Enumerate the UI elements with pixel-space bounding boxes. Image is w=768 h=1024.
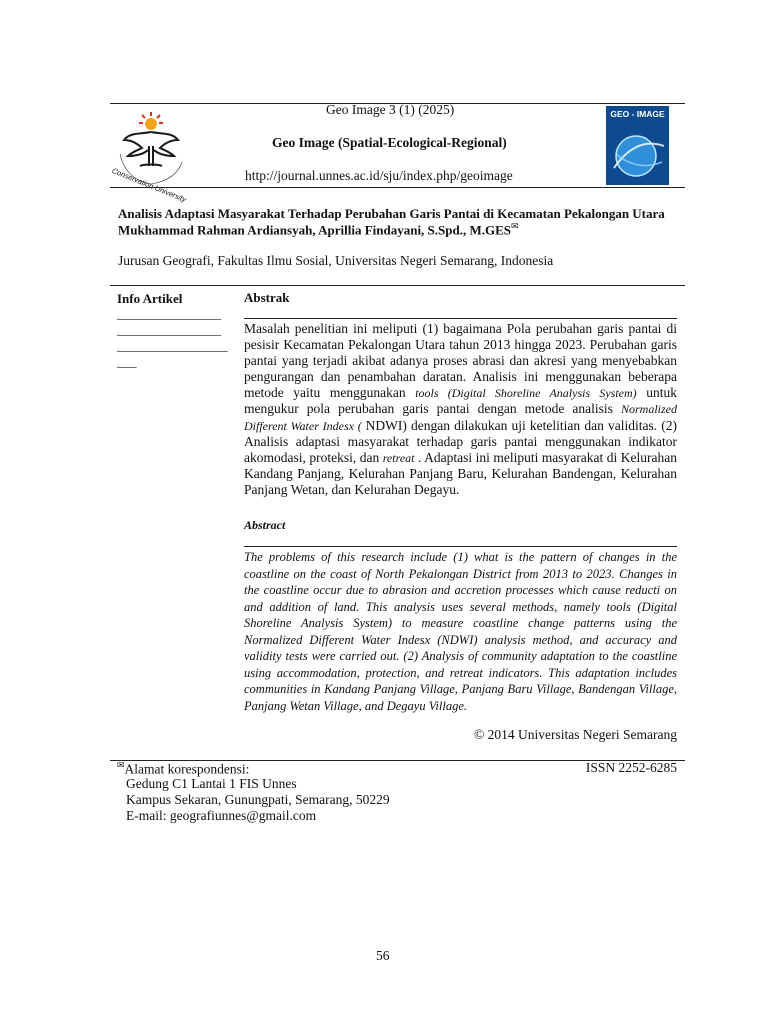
abstract-heading: Abstract: [244, 518, 286, 532]
cover-title: GEO - IMAGE: [610, 109, 665, 119]
tree-emblem-icon: [124, 132, 178, 166]
article-affiliation: Jurusan Geografi, Fakultas Ilmu Sosial, Universitas Negeri Semarang, Indonesia: [118, 253, 554, 268]
abstrak-part-1: Masalah penelitian ini meliputi (1) bagaimana Pola perubahan garis pantai di pesisir Kecamatan Pekalongan Utara tahun 2013 hingga 2023. Perubahan garis pantai yang terjadi akibat adanya proses abrasi dan akresi yang menyebabkan pengurangan dan penambahan daratan. Analisis ini menggunakan beberapa metode yaitu menggunakan: [244, 321, 677, 401]
info-line-3: _________________: [117, 338, 228, 353]
abstract-rule: [244, 546, 677, 547]
journal-url[interactable]: http://journal.unnes.ac.id/sju/index.php/geoimage: [245, 168, 513, 183]
sun-icon: [139, 112, 163, 130]
journal-cover: [606, 106, 669, 185]
info-line-2: ________________: [117, 322, 221, 337]
abstrak-italic-1: tools (Digital Shoreline Analysis System): [415, 386, 637, 401]
issn: ISSN 2252-6285: [585, 760, 677, 775]
authors-text: Mukhammad Rahman Ardiansyah, Aprillia Findayani, S.Spd., M.GES: [118, 222, 512, 238]
article-title: Analisis Adaptasi Masyarakat Terhadap Perubahan Garis Pantai di Kecamatan Pekalongan Utara: [118, 206, 665, 221]
copyright: © 2014 Universitas Negeri Semarang: [474, 727, 677, 742]
abstrak-part-2: untuk mengukur pola perubahan garis pantai dengan metode analisis: [244, 385, 677, 417]
journal-volume: Geo Image 3 (1) (2025): [326, 102, 455, 117]
info-line-1: ________________: [117, 306, 221, 321]
cover-globe-icon: [606, 106, 669, 185]
address-line-1: Gedung C1 Lantai 1 FIS Unnes: [126, 776, 297, 791]
university-logo: [110, 110, 190, 205]
address-line-2: Kampus Sekaran, Gunungpati, Semarang, 50229: [126, 792, 390, 807]
abstrak-rule: [244, 318, 677, 319]
envelope-icon: ✉: [117, 760, 125, 770]
abstract-body: The problems of this research include (1) what is the pattern of changes in the coastline on the coast of North Pekalongan District from 2013 to 2023. Changes in the coastline occur due to abrasion and accretion processes which cause reducti on and addition of land. This analysis uses several methods, namely tools (Digital Shoreline Analysis System) to measure coastline change patterns using the Normalized Different Water Indesx (NDWI) analysis method, and accuracy and validity tests were carried out. (2) Analysis of community adaptation to the coastline using accommodation, protection, and retreat indicators. This adaptation includes communities in Kandang Panjang Village, Panjang Baru Village, Bandengan Village, Panjang Wetan Village, and Degayu Village.: [244, 550, 677, 713]
abstrak-italic-2: Normalized Different Water Indesx (: [244, 402, 677, 433]
section-rule: [110, 285, 685, 286]
abstrak-heading: Abstrak: [244, 290, 290, 305]
abstrak-part-4: . Adaptasi ini meliputi masyarakat di Kelurahan Kandang Panjang, Kelurahan Panjang Baru, Kelurahan Bandengan, Kelurahan Panjang Wetan, dan Kelurahan Degayu.: [244, 449, 677, 497]
university-logo-text: Conservation University: [110, 166, 188, 205]
info-artikel-label: Info Artikel: [117, 291, 183, 306]
page-number: 56: [376, 948, 390, 963]
journal-name: Geo Image (Spatial-Ecological-Regional): [272, 135, 507, 150]
email-line[interactable]: E-mail: geografiunnes@gmail.com: [126, 808, 317, 823]
correspondence-label-line: [117, 760, 249, 778]
envelope-icon: ✉: [511, 221, 519, 231]
abstrak-body: [244, 321, 677, 498]
header-bottom-rule: [110, 187, 685, 188]
abstrak-part-3: NDWI) dengan dilakukan uji ketelitian dan validitas. (2) Analisis adaptasi masyarakat terhadap garis pantai menggunakan indikator akomodasi, proteksi, dan: [244, 417, 678, 465]
correspondence-label: Alamat korespondensi:: [124, 761, 250, 777]
abstrak-italic-3: retreat: [382, 450, 415, 465]
article-authors: [118, 221, 519, 238]
info-line-4: ___: [117, 354, 137, 369]
